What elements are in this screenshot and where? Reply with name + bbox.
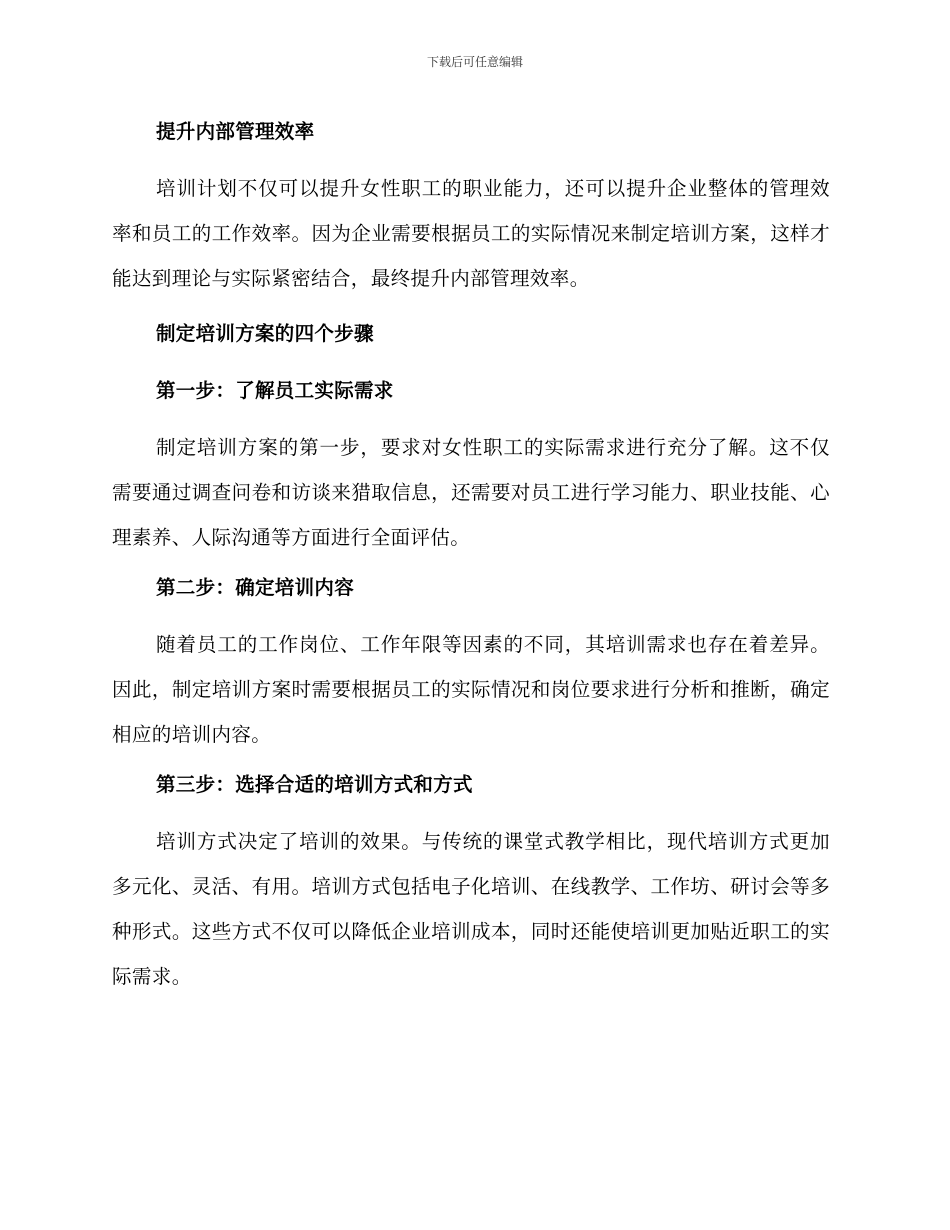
page-header: 下载后可任意编辑 bbox=[426, 55, 523, 69]
step-2-paragraph: 随着员工的工作岗位、工作年限等因素的不同，其培训需求也存在着差异。因此，制定培训方案时需要根据员工的实际情况和岗位要求进行分析和推断，确定相应的培训内容。 bbox=[112, 633, 830, 746]
document-body bbox=[112, 108, 830, 999]
step-3-heading: 第三步：选择合适的培训方式和方式 bbox=[156, 773, 473, 796]
step-2-heading: 第二步：确定培训内容 bbox=[156, 576, 355, 599]
section-paragraph-management-efficiency: 培训计划不仅可以提升女性职工的职业能力，还可以提升企业整体的管理效率和员工的工作效率。因为企业需要根据员工的实际情况来制定培训方案，这样才能达到理论与实际紧密结合，最终提升内部管理效率。 bbox=[112, 177, 830, 290]
section-heading-management-efficiency: 提升内部管理效率 bbox=[156, 120, 315, 143]
step-1-paragraph: 制定培训方案的第一步，要求对女性职工的实际需求进行充分了解。这不仅需要通过调查问卷和访谈来猎取信息，还需要对员工进行学习能力、职业技能、心理素养、人际沟通等方面进行全面评估。 bbox=[112, 436, 830, 549]
step-1-heading: 第一步：了解员工实际需求 bbox=[156, 379, 394, 402]
section-heading-four-steps: 制定培训方案的四个步骤 bbox=[156, 322, 374, 345]
step-3-paragraph: 培训方式决定了培训的效果。与传统的课堂式教学相比，现代培训方式更加多元化、灵活、有用。培训方式包括电子化培训、在线教学、工作坊、研讨会等多种形式。这些方式不仅可以降低企业培训成本，同时还能使培训更加贴近职工的实际需求。 bbox=[112, 830, 830, 988]
